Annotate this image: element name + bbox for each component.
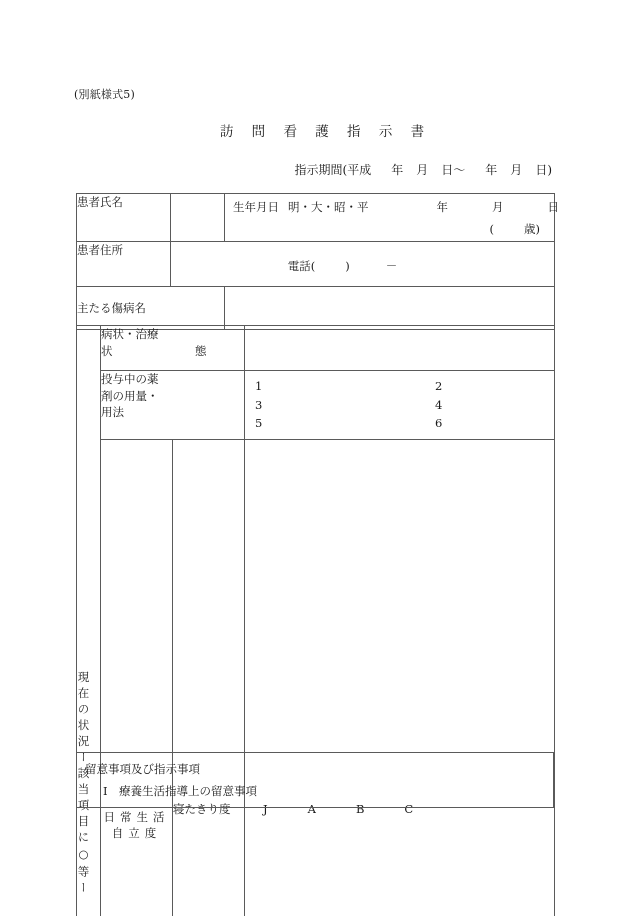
period-year-1: 年 [391,163,404,177]
birth-date-label: 生年月日 [233,200,279,214]
medication-label-cell [101,371,245,440]
table-row-patient-name [77,194,555,242]
adl-label-cell [101,439,173,916]
bedridden-option-c[interactable]: C [404,801,414,816]
main-disease-value-cell[interactable] [225,287,555,330]
form-code: (別紙様式5) [74,88,135,101]
medication-value-cell[interactable] [245,371,555,440]
medication-label-line2: 剤の用量・ [101,388,159,403]
medication-slot-1: 1 [255,379,263,393]
adl-label-line1: 日常生活 [103,809,170,824]
period-day-1: 日～ [441,163,466,177]
birth-month-unit: 月 [492,200,504,214]
medication-row-2 [255,396,554,415]
telephone-dash: － [385,259,398,274]
patient-name-label: 患者氏名 [77,195,123,209]
patient-address-label: 患者住所 [77,243,123,258]
notes-and-instructions-box[interactable] [76,752,554,808]
page-title: 訪 問 看 護 指 示 書 [219,124,432,140]
period-month-2: 月 [510,163,523,177]
table-row-condition [77,326,555,371]
bedridden-options-cell[interactable] [245,439,555,916]
patient-address-value-cell[interactable] [171,242,555,287]
notes-item-1-numeral: I [103,783,108,798]
patient-name-value-cell[interactable] [171,194,225,242]
vertical-status-label: 現在の状況ー該当項目に○等ー [76,670,91,898]
main-disease-label: 主たる傷病名 [77,301,146,315]
notes-title: 留意事項及び指示事項 [85,762,200,776]
table-row-patient-address [77,242,555,287]
bedridden-label-cell [173,439,245,916]
medication-slot-2: 2 [435,379,443,393]
medication-number-grid [245,371,554,439]
age-row [225,220,554,242]
period-day-2: 日) [535,163,552,177]
bedridden-label: 寝たきり度 [173,801,231,816]
condition-label-line1: 病状・治療 [101,327,159,341]
period-label: 指示期間(平成 [294,163,372,177]
patient-name-label-cell [77,194,171,242]
adl-label-line2: 自立度 [111,826,162,841]
medication-slot-6: 6 [435,416,443,431]
bedridden-option-j[interactable]: J [263,801,268,816]
birth-day-unit: 日 [547,200,559,214]
medication-slot-4: 4 [435,397,443,412]
era-options: 明・大・昭・平 [288,200,369,214]
table-row-medication [77,371,555,440]
current-status-table [76,325,555,916]
birth-year-unit: 年 [436,200,448,214]
main-disease-label-cell [77,287,225,330]
age-open-paren: ( [489,221,494,236]
condition-label-cell [101,326,245,371]
vertical-status-label-cell [77,326,101,916]
notes-item-1-text: 療養生活指導上の留意事項 [119,783,257,798]
period-year-2: 年 [485,163,498,177]
patient-address-label-cell [77,242,171,287]
bedridden-option-a[interactable]: A [307,801,316,816]
patient-info-table [76,193,559,330]
bedridden-option-b[interactable]: B [355,801,365,816]
birth-date-cell[interactable] [225,194,559,242]
table-row-bedridden [77,439,555,916]
medication-slot-3: 3 [255,397,263,412]
period-month-1: 月 [416,163,429,177]
birth-date-row [225,194,559,220]
age-unit: 歳) [524,221,540,236]
medication-row-3 [255,414,554,433]
medication-row-1 [255,377,554,396]
instruction-period-line [0,161,552,178]
medication-slot-5: 5 [255,416,263,431]
medication-label-line1: 投与中の薬 [101,372,159,386]
condition-label-line2: 状 態 [101,343,219,358]
telephone-label: 電話( [287,259,316,274]
condition-value-cell[interactable] [245,326,555,371]
telephone-row [171,242,554,281]
notes-item-1 [85,781,545,803]
telephone-close-paren: ) [345,259,350,274]
table-row-main-disease [77,287,555,330]
medication-label-line3: 用法 [101,405,124,420]
